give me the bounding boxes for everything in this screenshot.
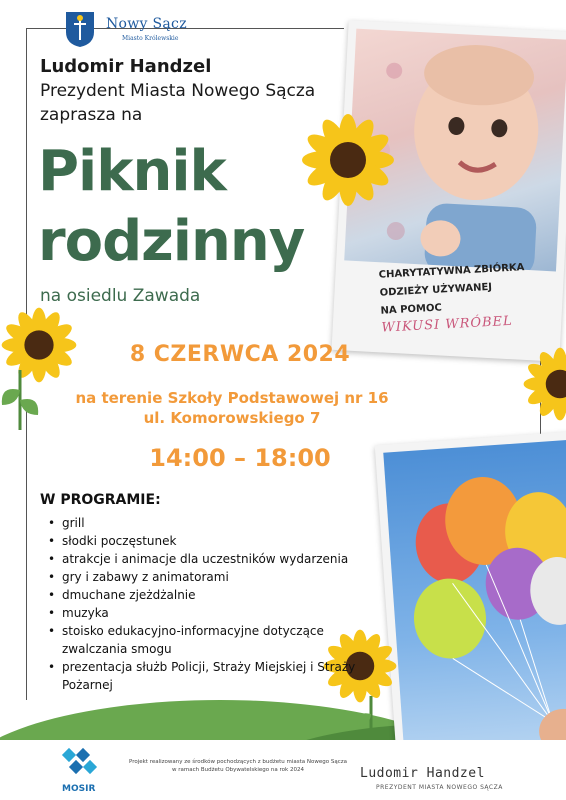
venue-line-2: ul. Komorowskiego 7 xyxy=(143,409,321,427)
frame-line-left xyxy=(26,28,27,328)
host-invite: zaprasza na xyxy=(40,105,143,125)
program-heading: W PROGRAMIE: xyxy=(40,492,161,508)
signature-title: PREZYDENT MIASTA NOWEGO SĄCZA xyxy=(376,784,503,791)
signature-name: Ludomir Handzel xyxy=(360,766,485,781)
list-item: • muzyka xyxy=(48,604,368,622)
funding-note-line-2: w ramach Budżetu Obywatelskiego na rok 2024 xyxy=(172,767,304,773)
city-name: Nowy Sącz xyxy=(106,16,187,32)
mosir-label: MOSIR xyxy=(62,784,96,794)
list-item: • atrakcje i animacje dla uczestników wydarzenia xyxy=(48,550,368,568)
event-title-line-2: rodzinny xyxy=(38,209,305,274)
sunflower-icon xyxy=(300,112,396,208)
funding-note-line-1: Projekt realizowany ze środków pochodzących z budżetu miasta Nowego Sącza xyxy=(128,759,348,765)
host-name: Ludomir Handzel xyxy=(40,56,212,77)
venue-line-1: na terenie Szkoły Podstawowej nr 16 xyxy=(75,389,389,407)
charity-line-3: NA POMOC xyxy=(380,302,443,317)
program-list xyxy=(48,514,368,694)
event-time: 14:00 – 18:00 xyxy=(149,444,331,472)
event-date: 8 CZERWCA 2024 xyxy=(129,342,351,367)
balloons-photo-image xyxy=(383,440,566,766)
city-subtitle: Miasto Królewskie xyxy=(122,35,179,42)
list-item: • stoisko edukacyjno-informacyjne dotyczące zwalczania smogu xyxy=(48,622,368,658)
host-title: Prezydent Miasta Nowego Sącza xyxy=(40,81,316,101)
list-item: • prezentacja służb Policji, Straży Miejskiej i Straży Pożarnej xyxy=(48,658,368,694)
host-block xyxy=(40,56,315,126)
list-item: • dmuchane zjeżdżalnie xyxy=(48,586,368,604)
charity-note xyxy=(378,257,561,335)
leaf-icon xyxy=(0,370,40,430)
sunflower-icon xyxy=(522,346,566,422)
stem-icon xyxy=(356,696,386,742)
event-venue xyxy=(52,388,412,428)
charity-line-2: ODZIEŻY UŻYWANEJ xyxy=(379,281,493,299)
list-item: • gry i zabawy z animatorami xyxy=(48,568,368,586)
list-item: • słodki poczęstunek xyxy=(48,532,368,550)
charity-name: WIKUSI WRÓBEL xyxy=(381,313,514,336)
balloons-photo xyxy=(375,431,566,774)
frame-line-left-lower xyxy=(26,400,27,700)
event-title-line-1: Piknik xyxy=(38,139,226,204)
funding-note xyxy=(118,758,358,774)
charity-line-1: CHARYTATYWNA ZBIÓRKA xyxy=(378,262,525,281)
event-subtitle: na osiedlu Zawada xyxy=(40,286,201,306)
city-crest-icon xyxy=(64,10,96,48)
mosir-logo-icon xyxy=(60,746,100,782)
list-item: • grill xyxy=(48,514,368,532)
